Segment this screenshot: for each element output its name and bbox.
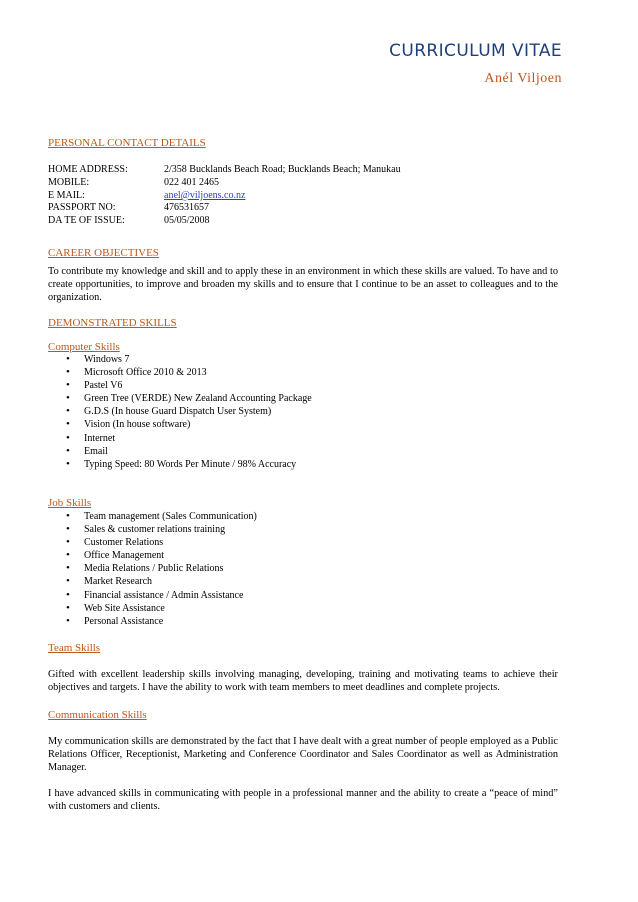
candidate-name: Anél Viljoen (484, 71, 562, 86)
email-link[interactable]: anel@viljoens.co.nz (164, 190, 246, 201)
list-item: • Web Site Assistance (48, 602, 257, 615)
list-item: • Pastel V6 (48, 379, 312, 392)
team-skills-heading: Team Skills (48, 642, 101, 654)
contact-label: E MAIL: (48, 190, 85, 201)
computer-skills-list (48, 353, 312, 471)
list-item: • Internet (48, 432, 312, 445)
contact-label: HOME ADDRESS: (48, 164, 128, 175)
job-skills-heading: Job Skills (48, 497, 92, 509)
communication-skills-heading: Communication Skills (48, 709, 147, 721)
team-skills-text: Gifted with excellent leadership skills involving managing, developing, training and motivating teams to achieve their objectives and targets. I have the ability to work with team members to meet deadlines and complete projects. (48, 669, 558, 694)
list-item: • Media Relations / Public Relations (48, 562, 257, 575)
contact-value: 022 401 2465 (164, 177, 219, 188)
communication-text-1: My communication skills are demonstrated by the fact that I have dealt with a great number of people employed as a Public Relations Officer, Receptionist, Marketing and Conference Coordinator and Sales Coordinator as well as Administration Manager. (48, 736, 558, 774)
list-item: • Microsoft Office 2010 & 2013 (48, 366, 312, 379)
list-item: • G.D.S (In house Guard Dispatch User System) (48, 405, 312, 418)
contact-label: PASSPORT NO: (48, 202, 116, 213)
contact-label: MOBILE: (48, 177, 90, 188)
list-item: • Office Management (48, 549, 257, 562)
career-heading: CAREER OBJECTIVES (48, 247, 159, 259)
contact-heading: PERSONAL CONTACT DETAILS (48, 137, 206, 149)
contact-value: 476531657 (164, 202, 209, 213)
list-item: • Windows 7 (48, 353, 312, 366)
demonstrated-heading: DEMONSTRATED SKILLS (48, 317, 177, 329)
list-item: • Green Tree (VERDE) New Zealand Accounting Package (48, 392, 312, 405)
contact-label: DA TE OF ISSUE: (48, 215, 125, 226)
job-skills-list (48, 510, 257, 628)
list-item: • Financial assistance / Admin Assistance (48, 589, 257, 602)
document-title: CURRICULUM VITAE (389, 41, 562, 61)
communication-text-2: I have advanced skills in communicating with people in a professional manner and the ability to create a “peace of mind” with customers and clients. (48, 788, 558, 813)
career-text: To contribute my knowledge and skill and to apply these in an environment in which these skills are valued. To have and to create opportunities, to improve and broaden my skills and to ensure that I continue to be an asset to colleagues and to the organization. (48, 266, 558, 304)
list-item: • Customer Relations (48, 536, 257, 549)
list-item: • Email (48, 445, 312, 458)
contact-value: 05/05/2008 (164, 215, 210, 226)
list-item: • Market Research (48, 575, 257, 588)
list-item: • Typing Speed: 80 Words Per Minute / 98% Accuracy (48, 458, 312, 471)
computer-skills-heading: Computer Skills (48, 341, 120, 353)
list-item: • Team management (Sales Communication) (48, 510, 257, 523)
list-item: • Vision (In house software) (48, 418, 312, 431)
list-item: • Sales & customer relations training (48, 523, 257, 536)
contact-value: 2/358 Bucklands Beach Road; Bucklands Beach; Manukau (164, 164, 401, 175)
list-item: • Personal Assistance (48, 615, 257, 628)
